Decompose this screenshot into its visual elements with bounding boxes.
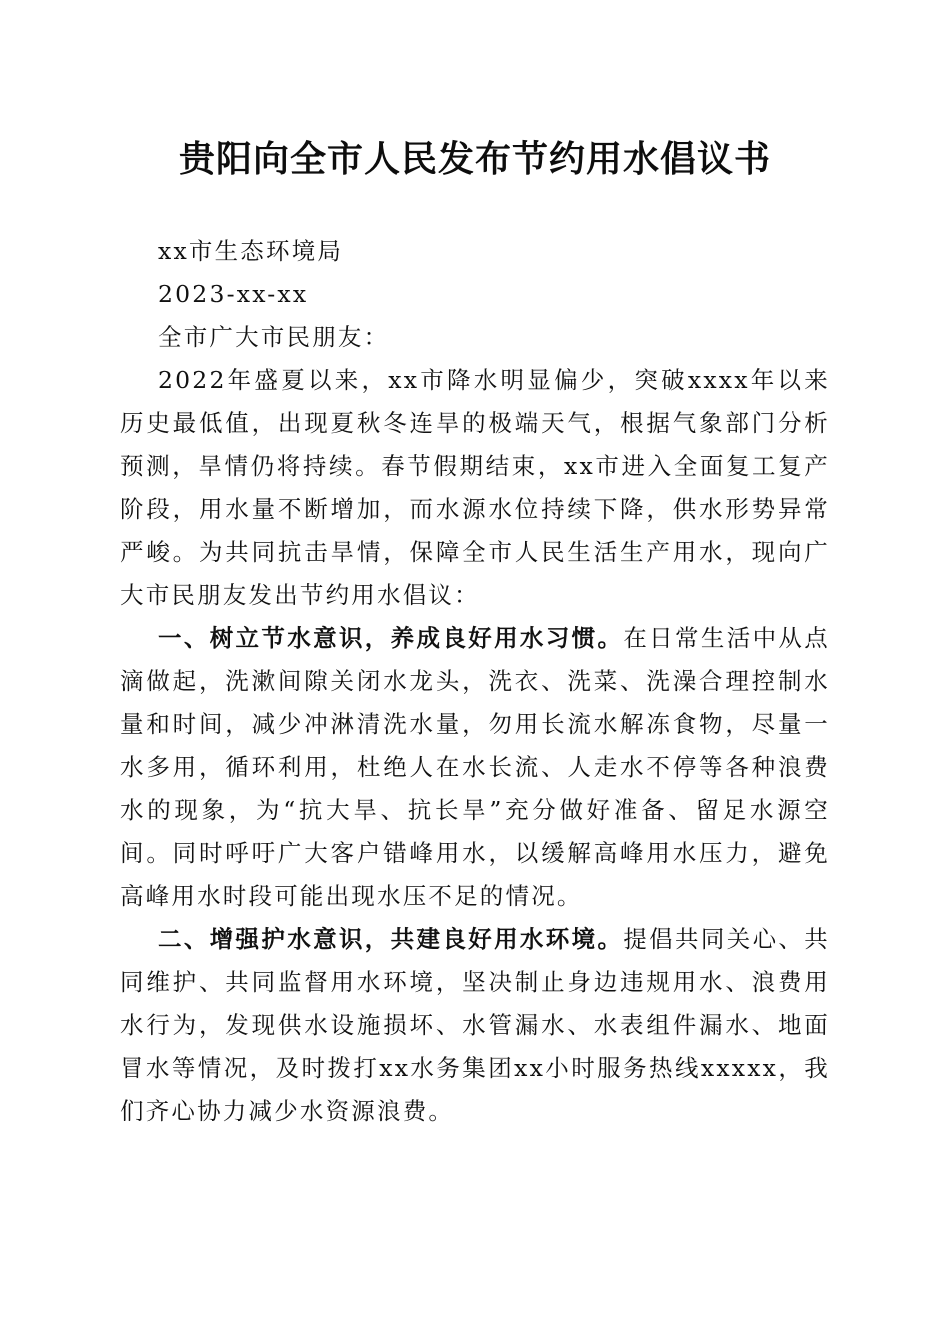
intro-paragraph: 2022年盛夏以来，xx市降水明显偏少，突破xxxx年以来历史最低值，出现夏秋冬连旱的极端天气，根据气象部门分析预测，旱情仍将持续。春节假期结束，xx市进入全面复工复产阶段，用水量不断增加，而水源水位持续下降，供水形势异常严峻。为共同抗击旱情，保障全市人民生活生产用水，现向广大市民朋友发出节约用水倡议： <box>120 366 830 609</box>
document-title: 贵阳向全市人民发布节约用水倡议书 <box>178 139 771 180</box>
section-heading-1: 一、树立节水意识，养成良好用水习惯。 <box>158 624 624 652</box>
section-text-1: 在日常生活中从点滴做起，洗漱间隙关闭水龙头，洗衣、洗菜、洗澡合理控制水量和时间，减少冲淋清洗水量，勿用长流水解冻食物，尽量一水多用，循环利用，杜绝人在水长流、人走水不停等各种浪费水的现象，为“抗大旱、抗长旱”充分做好准备、留足水源空间。同时呼吁广大客户错峰用水，以缓解高峰用水压力，避免高峰用水时段可能出现水压不足的情况。 <box>120 624 830 910</box>
section-text-2: 提倡共同关心、共同维护、共同监督用水环境，坚决制止身边违规用水、浪费用水行为，发现供水设施损坏、水管漏水、水表组件漏水、地面冒水等情况，及时拨打xx水务集团xx小时服务热线xxxxx，我们齐心协力减少水资源浪费。 <box>120 925 830 1125</box>
section-heading-2: 二、增强护水意识，共建良好用水环境。 <box>158 925 624 953</box>
date-line: 2023-xx-xx <box>158 280 309 308</box>
document-body <box>120 230 830 1133</box>
section-paragraph-2 <box>120 918 830 1133</box>
section-paragraph-1 <box>120 617 830 918</box>
issuer-line: xx市生态环境局 <box>158 237 344 265</box>
salutation-line: 全市广大市民朋友： <box>158 323 390 351</box>
